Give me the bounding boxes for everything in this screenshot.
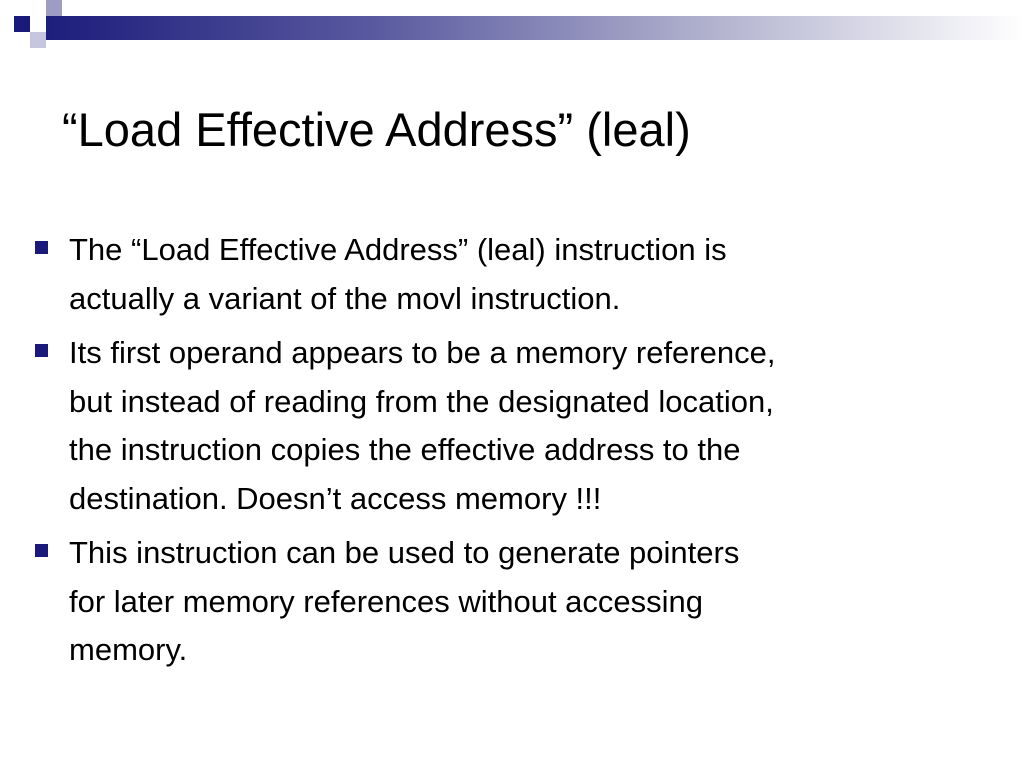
square-bullet-icon: [35, 241, 48, 254]
slide-title: “Load Effective Address” (leal): [62, 103, 691, 156]
bullet-line: destination. Doesn’t access memory !!!: [69, 480, 602, 516]
bullet-line: This instruction can be used to generate pointers: [69, 535, 740, 570]
decor-square: [14, 16, 30, 32]
bullet-line: memory.: [69, 632, 188, 667]
bullet-line: Its first operand appears to be a memory reference,: [69, 335, 776, 370]
header-gradient-bar: [30, 16, 1024, 40]
bullet-line: the instruction copies the effective address to the: [69, 432, 741, 467]
bullet-item: [0, 226, 1024, 323]
bullet-line: actually a variant of the movl instruction.: [69, 280, 621, 316]
decor-square: [0, 0, 30, 16]
bullet-list: [0, 226, 1024, 681]
bullet-line: but instead of reading from the designated location,: [69, 383, 774, 419]
bullet-line: for later memory references without accessing: [69, 583, 704, 619]
bullet-item: [0, 329, 1024, 523]
bullet-item: [0, 529, 1024, 675]
square-bullet-icon: [35, 544, 48, 557]
bullet-line: The “Load Effective Address” (leal) instruction is: [69, 232, 727, 267]
decor-square: [0, 16, 14, 32]
square-bullet-icon: [35, 344, 48, 357]
decor-square: [46, 0, 62, 16]
decor-square: [30, 32, 46, 48]
